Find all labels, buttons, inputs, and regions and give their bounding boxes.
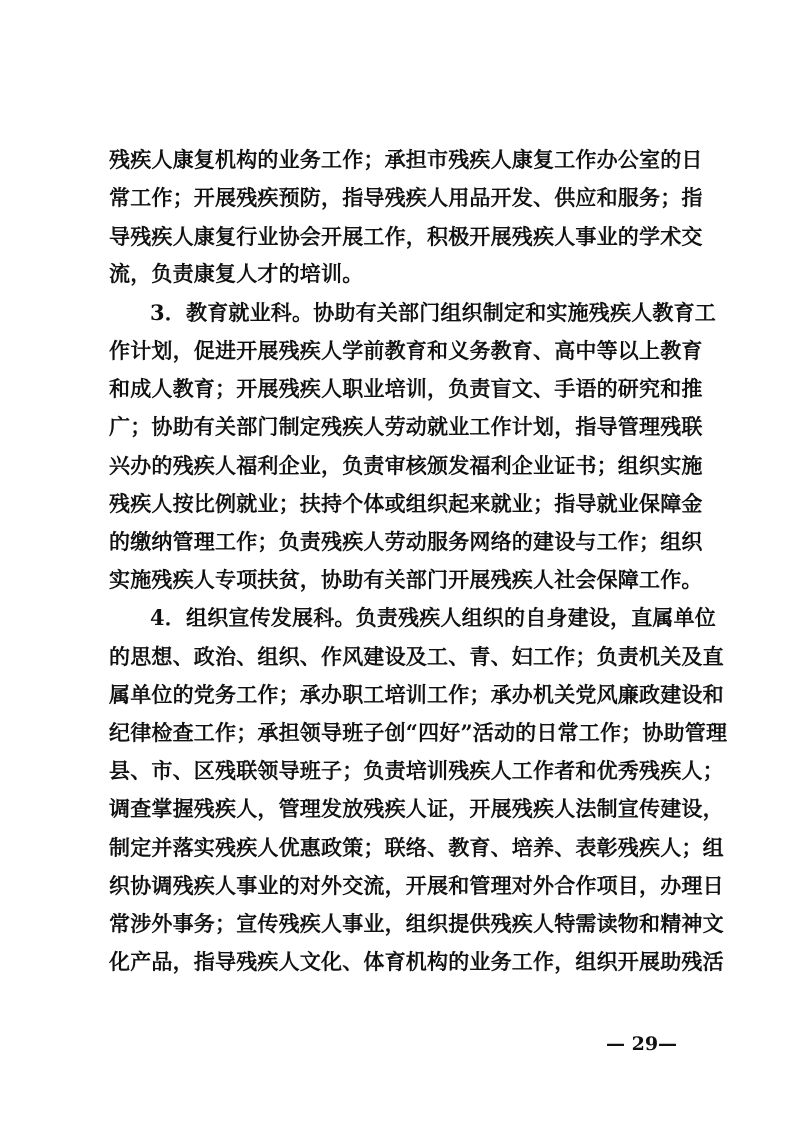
text-line: 调查掌握残疾人，管理发放残疾人证，开展残疾人法制宣传建设， bbox=[109, 796, 724, 821]
text-line: 作计划，促进开展残疾人学前教育和义务教育、高中等以上教育 bbox=[109, 338, 703, 363]
text-line: 的思想、政治、组织、作风建设及工、青、妇工作；负责机关及直 bbox=[109, 644, 724, 669]
text-line: 和成人教育；开展残疾人职业培训，负责盲文、手语的研究和推 bbox=[109, 376, 703, 401]
text-line: 实施残疾人专项扶贫，协助有关部门开展残疾人社会保障工作。 bbox=[109, 567, 703, 592]
text-line: 常工作；开展残疾预防，指导残疾人用品开发、供应和服务；指 bbox=[109, 185, 703, 210]
text-line: 流，负责康复人才的培训。 bbox=[109, 261, 364, 286]
text-line: 残疾人康复机构的业务工作；承担市残疾人康复工作办公室的日 bbox=[109, 147, 703, 172]
text-line: 织协调残疾人事业的对外交流，开展和管理对外合作项目，办理日 bbox=[109, 873, 724, 898]
text-line: 广；协助有关部门制定残疾人劳动就业工作计划，指导管理残联 bbox=[109, 414, 703, 439]
text-line: 县、市、区残联领导班子；负责培训残疾人工作者和优秀残疾人； bbox=[109, 758, 724, 783]
paragraph-heading-line: 4．组织宣传发展科。负责残疾人组织的自身建设，直属单位 bbox=[150, 605, 717, 630]
text-line: 常涉外事务；宣传残疾人事业，组织提供残疾人特需读物和精神文 bbox=[109, 911, 724, 936]
text-line: 导残疾人康复行业协会开展工作，积极开展残疾人事业的学术交 bbox=[109, 224, 703, 249]
paragraph-heading-line: 3．教育就业科。协助有关部门组织制定和实施残疾人教育工 bbox=[150, 300, 717, 325]
text-line: 残疾人按比例就业；扶持个体或组织起来就业；指导就业保障金 bbox=[109, 491, 703, 516]
text-line: 制定并落实残疾人优惠政策；联络、教育、培养、表彰残疾人；组 bbox=[109, 835, 724, 860]
text-line: 的缴纳管理工作；负责残疾人劳动服务网络的建设与工作；组织 bbox=[109, 529, 703, 554]
text-line: 兴办的残疾人福利企业，负责审核颁发福利企业证书；组织实施 bbox=[109, 453, 703, 478]
text-line: 化产品，指导残疾人文化、体育机构的业务工作，组织开展助残活 bbox=[109, 949, 724, 974]
text-line: 属单位的党务工作；承办职工培训工作；承办机关党风廉政建设和 bbox=[109, 682, 724, 707]
page-number: — 29— bbox=[606, 1033, 678, 1055]
text-line: 纪律检查工作；承担领导班子创“四好”活动的日常工作；协助管理 bbox=[109, 720, 728, 745]
